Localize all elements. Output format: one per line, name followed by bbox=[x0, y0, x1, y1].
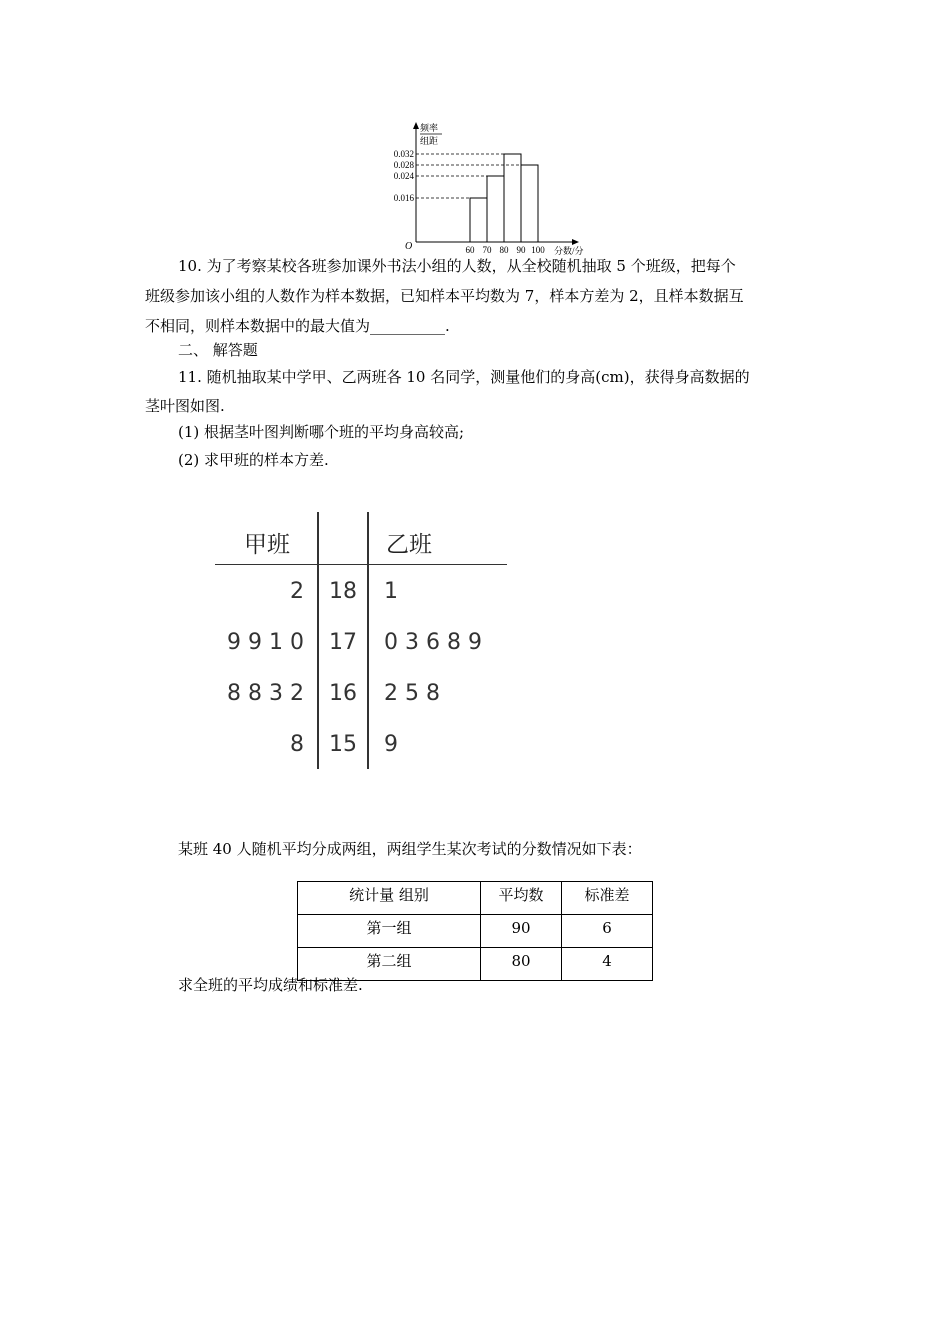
class-b-header: 乙班 bbox=[386, 532, 432, 558]
table-row bbox=[298, 915, 653, 948]
x-tick-label: 60 bbox=[465, 245, 475, 255]
x-axis-label: 分数/分 bbox=[554, 246, 584, 256]
q11-sub1: (1) 根据茎叶图判断哪个班的平均身高较高; bbox=[178, 423, 465, 441]
y-tick-labels bbox=[394, 149, 415, 203]
y-label-bottom: 组距 bbox=[420, 136, 439, 146]
y-tick-label: 0.032 bbox=[393, 149, 414, 159]
row-left-leaves: 2 bbox=[290, 579, 304, 604]
cell-group: 第一组 bbox=[298, 915, 481, 948]
frequency-histogram bbox=[380, 118, 600, 260]
class-a-header: 甲班 bbox=[244, 532, 290, 558]
q11-line1: 11. 随机抽取某中学甲、乙两班各 10 名同学，测量他们的身高(cm)，获得身高数据的 bbox=[178, 368, 750, 386]
row-stem: 16 bbox=[329, 681, 357, 706]
stem-left-divider bbox=[317, 512, 319, 769]
histogram-bar bbox=[487, 176, 504, 242]
cell-mean: 80 bbox=[481, 948, 562, 981]
origin-label: O bbox=[405, 241, 413, 252]
row-stem: 17 bbox=[329, 630, 357, 655]
row-right-leaves: 9 bbox=[384, 732, 398, 757]
y-tick-label: 0.028 bbox=[393, 160, 414, 170]
x-tick-label: 90 bbox=[516, 245, 526, 255]
q12-question: 求全班的平均成绩和标准差. bbox=[178, 976, 363, 994]
histogram-bar bbox=[470, 198, 487, 242]
dashed-guides bbox=[416, 154, 521, 198]
x-tick-label: 70 bbox=[482, 245, 492, 255]
q10-line2: 班级参加该小组的人数作为样本数据，已知样本平均数为 7，样本方差为 2，且样本数据互 bbox=[145, 287, 744, 305]
x-axis-arrow bbox=[572, 239, 579, 245]
q10-line3: 不相同，则样本数据中的最大值为__________. bbox=[145, 317, 450, 335]
row-left-leaves: 9 9 1 0 bbox=[227, 630, 304, 655]
section-heading: 二、 解答题 bbox=[178, 341, 258, 359]
y-tick-label: 0.016 bbox=[393, 193, 414, 203]
x-tick-label: 100 bbox=[531, 245, 545, 255]
row-right-leaves: 2 5 8 bbox=[384, 681, 440, 706]
histogram-bar bbox=[521, 165, 538, 242]
row-stem: 18 bbox=[329, 579, 357, 604]
header-cell-std: 标准差 bbox=[562, 882, 653, 915]
cell-mean: 90 bbox=[481, 915, 562, 948]
x-tick-label: 80 bbox=[499, 245, 509, 255]
histogram-bar bbox=[504, 154, 521, 242]
score-table bbox=[297, 881, 653, 981]
row-left-leaves: 8 bbox=[290, 732, 304, 757]
q11-sub2: (2) 求甲班的样本方差. bbox=[178, 451, 329, 469]
y-axis-arrow bbox=[413, 122, 419, 129]
cell-std: 4 bbox=[562, 948, 653, 981]
histogram-bars bbox=[470, 154, 538, 242]
stem-right-divider bbox=[367, 512, 369, 769]
y-tick-label: 0.024 bbox=[393, 171, 414, 181]
cell-std: 6 bbox=[562, 915, 653, 948]
header-cell-mean: 平均数 bbox=[481, 882, 562, 915]
header-cell-category: 统计量 组别 bbox=[298, 882, 481, 915]
row-right-leaves: 0 3 6 8 9 bbox=[384, 630, 482, 655]
row-stem: 15 bbox=[329, 732, 357, 757]
cell-group: 第二组 bbox=[298, 948, 481, 981]
row-right-leaves: 1 bbox=[384, 579, 398, 604]
q11-line2: 茎叶图如图. bbox=[145, 397, 225, 415]
y-label-top: 频率 bbox=[420, 123, 439, 133]
stem-leaf-plot bbox=[214, 512, 514, 774]
header-underline bbox=[215, 564, 507, 565]
q10-line1: 10. 为了考察某校各班参加课外书法小组的人数，从全校随机抽取 5 个班级，把每个 bbox=[178, 257, 736, 275]
q12-intro: 某班 40 人随机平均分成两组，两组学生某次考试的分数情况如下表： bbox=[178, 840, 642, 858]
table-header-row bbox=[298, 882, 653, 915]
row-left-leaves: 8 8 3 2 bbox=[227, 681, 304, 706]
